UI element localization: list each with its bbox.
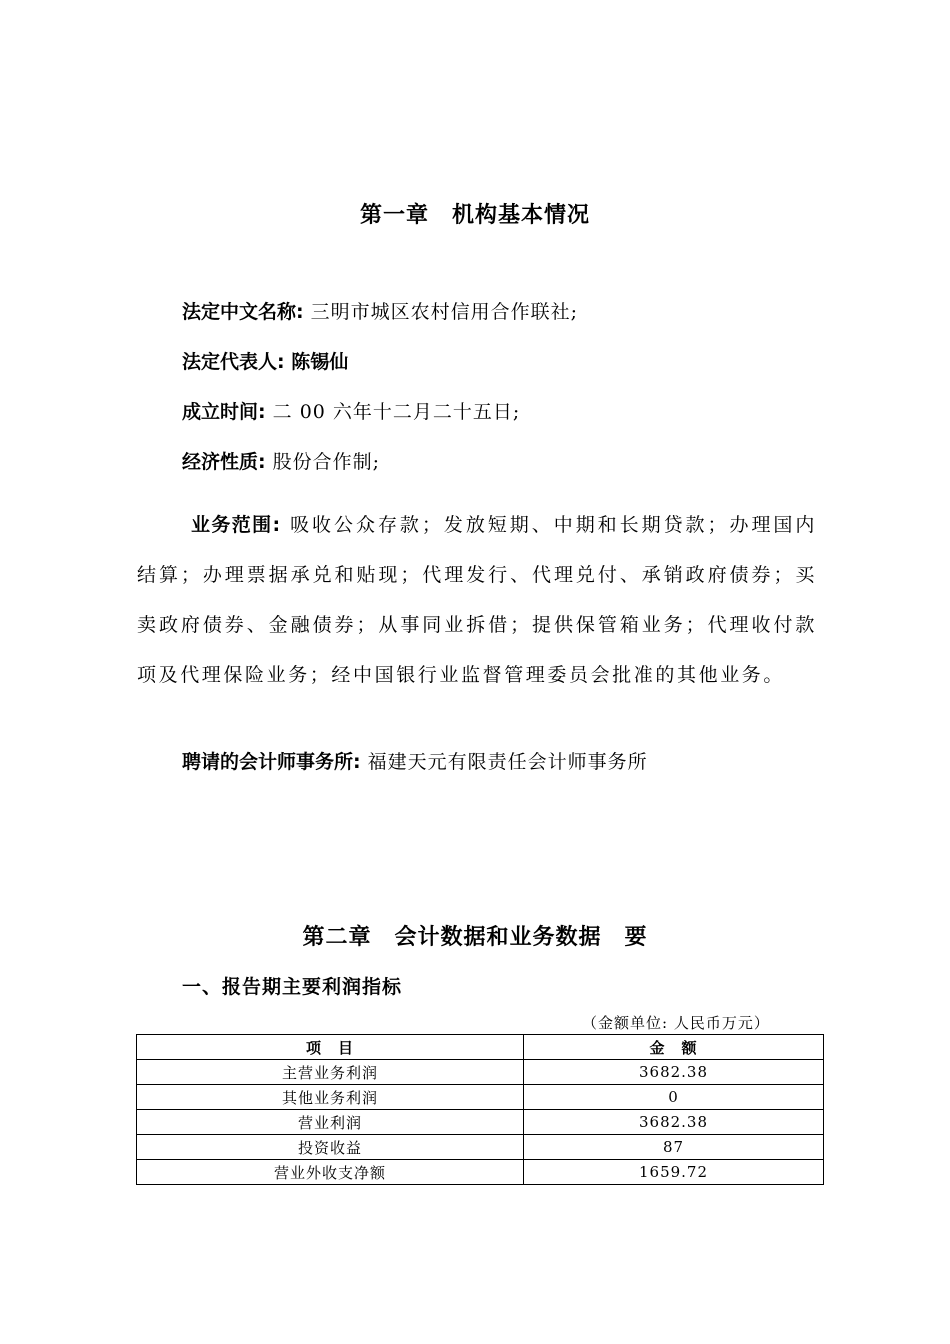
economic-nature-row [182,450,380,474]
legal-name-label: 法定中文名称: [182,301,304,323]
economic-nature-label: 经济性质: [182,451,266,473]
profit-indicators-table [136,1034,824,1185]
established-row [182,400,520,424]
row-item-cell: 主营业务利润 [137,1060,524,1085]
row-amount-cell: 0 [524,1085,824,1110]
table-header-row [137,1035,824,1060]
table-row [137,1060,824,1085]
section-profit-indicators-title: 一、报告期主要利润指标 [182,976,403,998]
row-item-cell: 其他业务利润 [137,1085,524,1110]
legal-name-row [182,300,578,324]
business-scope-value: 吸收公众存款；发放短期、中期和长期贷款；办理国内结算；办理票据承兑和贴现；代理发行、代理兑付、承销政府债券；买卖政府债券、金融债券；从事同业拆借；提供保管箱业务；代理收付款项及代理保险业务；经中国银行业监督管理委员会批准的其他业务。 [137,514,817,686]
row-item-cell: 投资收益 [137,1135,524,1160]
row-amount-cell: 1659.72 [524,1160,824,1185]
row-item-cell: 营业利润 [137,1110,524,1135]
chapter-1-title: 第一章 机构基本情况 [359,203,590,228]
table-row [137,1085,824,1110]
amount-unit-note: （金额单位: 人民币万元） [582,1014,770,1032]
table-row [137,1160,824,1185]
auditor-value: 福建天元有限责任会计师事务所 [360,751,648,773]
header-amount: 金 额 [524,1035,824,1060]
economic-nature-value: 股份合作制; [265,451,381,473]
business-scope-paragraph [137,500,817,700]
established-label: 成立时间: [182,401,266,423]
legal-representative-row [182,350,348,374]
chapter-2-title: 第二章 会计数据和业务数据 要 [302,925,648,950]
row-amount-cell: 3682.38 [524,1110,824,1135]
business-scope-label: 业务范围: [191,514,282,536]
established-value: 二 00 六年十二月二十五日; [265,401,521,423]
header-item: 项 目 [137,1035,524,1060]
auditor-row [182,750,648,774]
row-item-cell: 营业外收支净额 [137,1160,524,1185]
auditor-label: 聘请的会计师事务所: [182,751,361,773]
row-amount-cell: 3682.38 [524,1060,824,1085]
table-row [137,1135,824,1160]
legal-representative: 法定代表人: 陈锡仙 [182,351,349,373]
table-row [137,1110,824,1135]
legal-name-value: 三明市城区农村信用合作联社; [303,301,579,323]
row-amount-cell: 87 [524,1135,824,1160]
